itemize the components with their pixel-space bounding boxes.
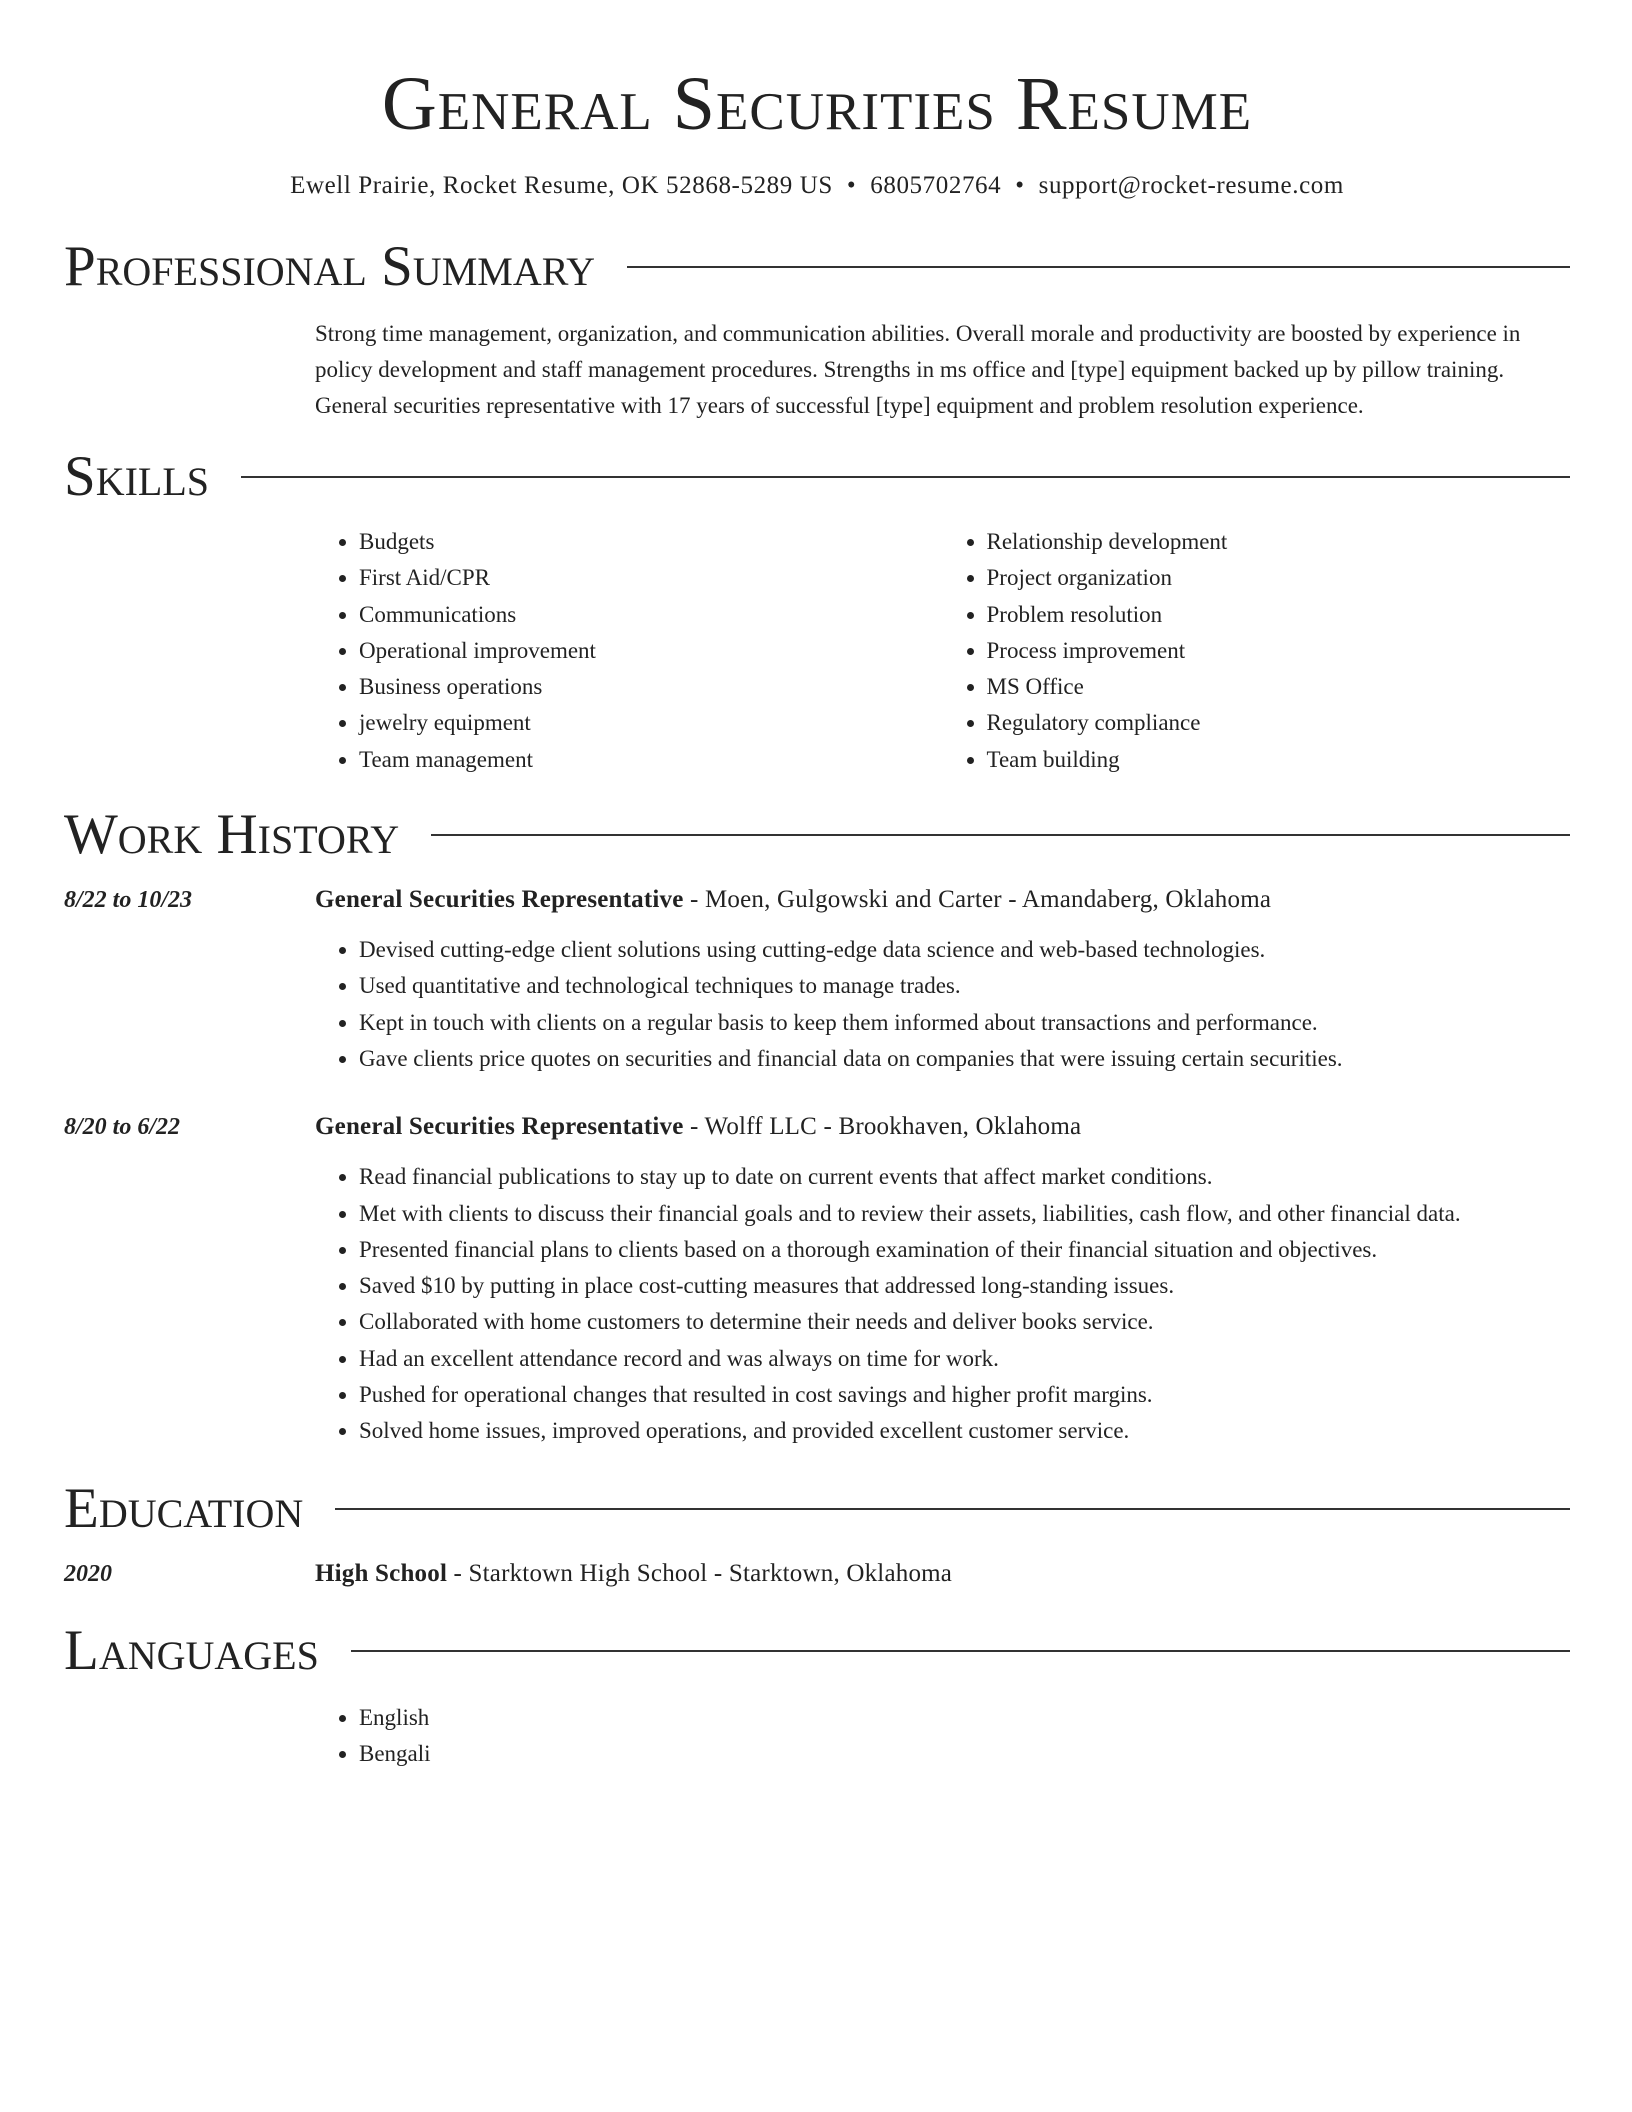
section-divider — [241, 476, 1570, 478]
job-entry — [64, 882, 1570, 918]
resume-title: General Securities Resume — [381, 62, 1253, 146]
skill-item: • Communications — [359, 597, 943, 633]
skill-item: • Business operations — [359, 669, 943, 705]
job-employer: - Wolff LLC - Brookhaven, Oklahoma — [683, 1113, 1082, 1141]
contact-separator: • — [846, 172, 857, 199]
skill-item: • MS Office — [987, 669, 1571, 705]
section-divider — [351, 1650, 1570, 1652]
skills-list-left — [315, 524, 943, 778]
job-bullet-list — [315, 1159, 1570, 1449]
skills-section-header — [64, 444, 1570, 510]
skill-item: • jewelry equipment — [359, 705, 943, 741]
contact-line — [64, 170, 1570, 202]
education-section-header — [64, 1476, 1570, 1542]
skill-item: • Team management — [359, 742, 943, 778]
job-bullet: • Had an excellent attendance record and was always on time for work. — [359, 1341, 1570, 1377]
job-employer: - Moen, Gulgowski and Carter - Amandaberg, Oklahoma — [683, 886, 1272, 914]
skill-item: • Problem resolution — [987, 597, 1571, 633]
resume-page — [64, 0, 1570, 1772]
education-degree: High School — [315, 1559, 448, 1587]
education-entry — [64, 1556, 1570, 1592]
skill-item: • Budgets — [359, 524, 943, 560]
job-bullet: • Read financial publications to stay up to date on current events that affect market conditions. — [359, 1159, 1570, 1195]
job-bullet: • Met with clients to discuss their financial goals and to review their assets, liabilities, cash flow, and other financial data. — [359, 1196, 1570, 1232]
language-item: • English — [359, 1700, 1570, 1736]
contact-phone: 6805702764 — [870, 172, 1002, 199]
skills-columns — [315, 524, 1570, 778]
section-divider — [431, 834, 1570, 836]
job-bullet: • Presented financial plans to clients based on a thorough examination of their financial situation and objectives. — [359, 1232, 1570, 1268]
job-date: 8/22 to 10/23 — [64, 887, 193, 914]
language-item: • Bengali — [359, 1736, 1570, 1772]
job-bullets — [315, 1159, 1570, 1449]
section-divider — [627, 266, 1570, 268]
job-title: General Securities Representative — [315, 1113, 684, 1141]
job-heading — [315, 1109, 1081, 1145]
languages-heading: Languages — [64, 1618, 319, 1682]
job-bullet: • Kept in touch with clients on a regular basis to keep them informed about transactions and performance. — [359, 1005, 1570, 1041]
job-bullet-list — [315, 932, 1570, 1077]
job-bullet: • Pushed for operational changes that resulted in cost savings and higher profit margins. — [359, 1377, 1570, 1413]
job-date: 8/20 to 6/22 — [64, 1114, 181, 1141]
summary-section-header — [64, 234, 1570, 300]
skill-item: • Team building — [987, 742, 1571, 778]
skill-item: • Relationship development — [987, 524, 1571, 560]
education-school: - Starktown High School - Starktown, Oklahoma — [447, 1559, 953, 1587]
skills-list-right — [943, 524, 1571, 778]
job-bullet: • Gave clients price quotes on securities and financial data on companies that were issuing certain securities. — [359, 1041, 1570, 1077]
languages-section-header — [64, 1618, 1570, 1684]
job-bullet: • Solved home issues, improved operations, and provided excellent customer service. — [359, 1413, 1570, 1449]
job-bullet: • Used quantitative and technological techniques to manage trades. — [359, 968, 1570, 1004]
skills-heading: Skills — [64, 445, 210, 508]
job-bullet: • Devised cutting-edge client solutions using cutting-edge data science and web-based technologies. — [359, 932, 1570, 968]
job-bullets — [315, 932, 1570, 1077]
languages-list — [315, 1700, 1570, 1773]
summary-heading: Professional Summary — [64, 235, 596, 298]
education-date: 2020 — [64, 1560, 112, 1587]
skill-item: • Regulatory compliance — [987, 705, 1571, 741]
job-bullet: • Collaborated with home customers to determine their needs and deliver books service. — [359, 1304, 1570, 1340]
work-section-header — [64, 802, 1570, 868]
education-heading-line — [315, 1556, 952, 1592]
education-heading: Education — [64, 1476, 304, 1540]
job-heading — [315, 882, 1271, 918]
contact-email: support@rocket-resume.com — [1038, 172, 1344, 199]
job-entry — [64, 1109, 1570, 1145]
section-divider — [335, 1508, 1570, 1510]
contact-separator: • — [1015, 172, 1025, 199]
skill-item: • Project organization — [987, 560, 1571, 596]
work-heading: Work History — [64, 803, 400, 867]
summary-text: Strong time management, organization, and communication abilities. Overall morale and productivity are boosted by experience in policy development and staff management procedures. Strengths in ms office and [type] equipment backed up by pillow training. General securities representative with 17 years of successful [type] equipment and problem resolution experience. — [315, 321, 1521, 418]
contact-address: Ewell Prairie, Rocket Resume, OK 52868-5289 US — [290, 172, 833, 199]
job-title: General Securities Representative — [315, 886, 684, 914]
job-bullet: • Saved $10 by putting in place cost-cutting measures that addressed long-standing issues. — [359, 1268, 1570, 1304]
skill-item: • Operational improvement — [359, 633, 943, 669]
languages-block — [315, 1700, 1570, 1773]
skill-item: • First Aid/CPR — [359, 560, 943, 596]
skill-item: • Process improvement — [987, 633, 1571, 669]
